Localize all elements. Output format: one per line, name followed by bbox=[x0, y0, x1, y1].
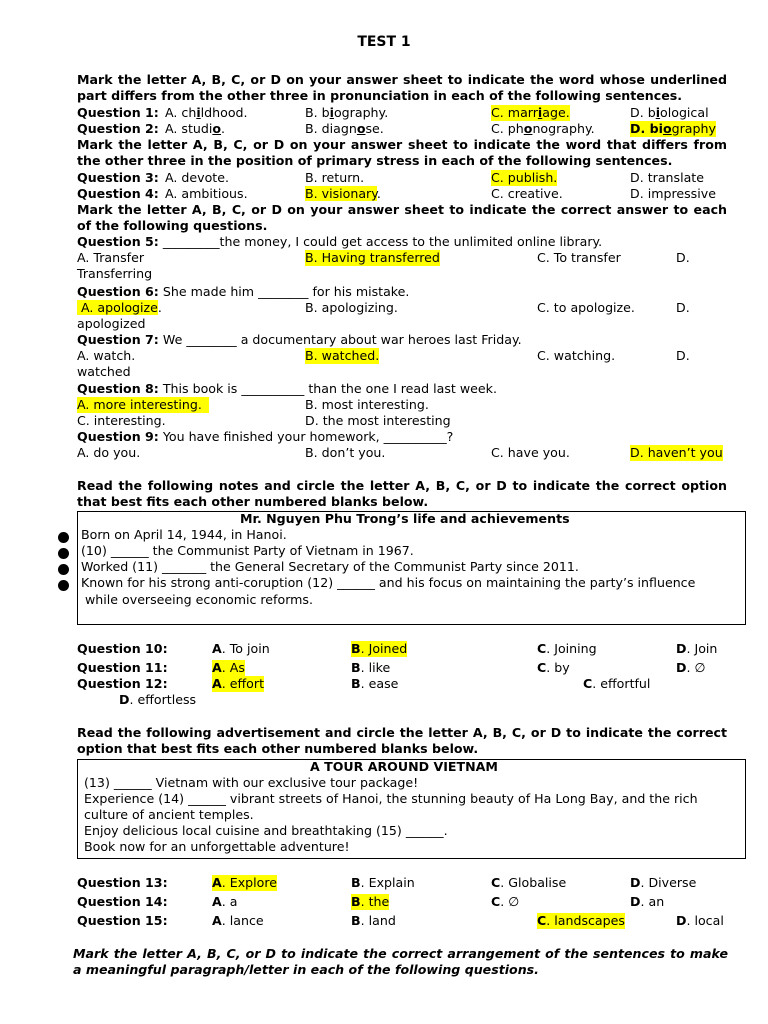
notes-box-title: Mr. Nguyen Phu Trong’s life and achievements bbox=[240, 511, 570, 526]
question-1 bbox=[77, 105, 159, 121]
q9-option-d-highlighted[interactable]: D. haven’t you bbox=[630, 445, 723, 460]
question-label: Question 1: bbox=[77, 105, 159, 120]
advertisement-line: Enjoy delicious local cuisine and breathtaking (15) ______. bbox=[84, 823, 448, 838]
question-10-label: Question 10: bbox=[77, 641, 168, 656]
notes-item-continuation: while overseeing economic reforms. bbox=[85, 592, 313, 607]
q10-option-c[interactable]: C. Joining bbox=[537, 641, 597, 656]
question-6-stem: Question 6: She made him ________ for his mistake. bbox=[77, 284, 410, 299]
q2-option-d-highlighted[interactable]: D. biography bbox=[630, 121, 716, 136]
section3-instruction: Mark the letter A, B, C, or D on your answer sheet to indicate the correct answer to each of the following questions. bbox=[77, 202, 727, 233]
q6-option-d-text: apologized bbox=[77, 316, 146, 331]
q1-option-b[interactable]: B. biography. bbox=[305, 105, 389, 120]
q12-option-a-highlighted[interactable]: A. effort bbox=[212, 676, 265, 691]
q3-option-c-highlighted[interactable]: C. publish. bbox=[491, 170, 558, 185]
q15-option-d[interactable]: D. local bbox=[676, 913, 724, 928]
section4-instruction: Read the following notes and circle the letter A, B, C, or D to indicate the correct option that best fits each other numbered blanks below. bbox=[77, 478, 727, 509]
q8-option-c[interactable]: C. interesting. bbox=[77, 413, 166, 428]
q9-option-a[interactable]: A. do you. bbox=[77, 445, 141, 460]
q14-option-c[interactable]: C. ∅ bbox=[491, 894, 520, 909]
q3-option-d[interactable]: D. translate bbox=[630, 170, 704, 185]
q9-option-c[interactable]: C. have you. bbox=[491, 445, 570, 460]
q4-option-a[interactable]: A. ambitious. bbox=[165, 186, 248, 201]
notes-item: Worked (11) _______ the General Secretary of the Communist Party since 2011. bbox=[81, 559, 579, 574]
q5-option-d-text: Transferring bbox=[77, 266, 153, 281]
q7-option-d[interactable]: D. bbox=[676, 348, 690, 363]
q12-option-b[interactable]: B. ease bbox=[351, 676, 399, 691]
bullet-icon bbox=[58, 548, 69, 559]
question-13-label: Question 13: bbox=[77, 875, 168, 890]
q12-option-c[interactable]: C. effortful bbox=[583, 676, 651, 691]
advertisement-line: Book now for an unforgettable adventure! bbox=[84, 839, 350, 854]
q13-option-b[interactable]: B. Explain bbox=[351, 875, 415, 890]
page-title: TEST 1 bbox=[357, 34, 411, 50]
question-5-stem: Question 5: _________the money, I could get access to the unlimited online library. bbox=[77, 234, 603, 249]
q15-option-a[interactable]: A. lance bbox=[212, 913, 264, 928]
notes-item: (10) ______ the Communist Party of Vietnam in 1967. bbox=[81, 543, 414, 558]
question-14-label: Question 14: bbox=[77, 894, 168, 909]
question-label: Question 4: bbox=[77, 186, 159, 201]
advertisement-line: (13) ______ Vietnam with our exclusive tour package! bbox=[84, 775, 419, 790]
q3-option-a[interactable]: A. devote. bbox=[165, 170, 229, 185]
bullet-icon bbox=[58, 564, 69, 575]
question-8-stem: Question 8: This book is __________ than the one I read last week. bbox=[77, 381, 497, 396]
q10-option-a[interactable]: A. To join bbox=[212, 641, 270, 656]
q14-option-d[interactable]: D. an bbox=[630, 894, 665, 909]
question-label: Question 3: bbox=[77, 170, 159, 185]
question-3 bbox=[77, 170, 159, 186]
q8-option-b[interactable]: B. most interesting. bbox=[305, 397, 429, 412]
q13-option-c[interactable]: C. Globalise bbox=[491, 875, 567, 890]
q6-option-c[interactable]: C. to apologize. bbox=[537, 300, 635, 315]
q11-option-a-highlighted[interactable]: A. As bbox=[212, 660, 245, 675]
q9-option-b[interactable]: B. don’t you. bbox=[305, 445, 386, 460]
q11-option-c[interactable]: C. by bbox=[537, 660, 570, 675]
advertisement-title: A TOUR AROUND VIETNAM bbox=[310, 759, 498, 774]
q11-option-d[interactable]: D. ∅ bbox=[676, 660, 706, 675]
q5-option-d[interactable]: D. bbox=[676, 250, 690, 265]
q7-option-c[interactable]: C. watching. bbox=[537, 348, 616, 363]
q5-option-b-highlighted[interactable]: B. Having transferred bbox=[305, 250, 440, 265]
section1-instruction: Mark the letter A, B, C, or D on your answer sheet to indicate the word whose underlined part differs from the other three in pronunciation in each of the following sentences. bbox=[77, 72, 727, 103]
q15-option-c-highlighted[interactable]: C. landscapes bbox=[537, 913, 625, 928]
question-label: Question 2: bbox=[77, 121, 159, 136]
q6-option-b[interactable]: B. apologizing. bbox=[305, 300, 398, 315]
q13-option-a-highlighted[interactable]: A. Explore bbox=[212, 875, 278, 890]
q11-option-b[interactable]: B. like bbox=[351, 660, 391, 675]
question-2 bbox=[77, 121, 159, 137]
bullet-icon bbox=[58, 580, 69, 591]
advertisement-line: Experience (14) ______ vibrant streets of Hanoi, the stunning beauty of Ha Long Bay, and the rich bbox=[84, 791, 698, 806]
question-12-label: Question 12: bbox=[77, 676, 168, 691]
q8-option-d[interactable]: D. the most interesting bbox=[305, 413, 451, 428]
q1-option-c-highlighted[interactable]: C. marriage. bbox=[491, 105, 570, 120]
q3-option-b[interactable]: B. return. bbox=[305, 170, 365, 185]
question-4 bbox=[77, 186, 159, 202]
section2-instruction: Mark the letter A, B, C, or D on your answer sheet to indicate the word that differs from the other three in the position of primary stress in each of the following sentences. bbox=[77, 137, 727, 168]
q10-option-b-highlighted[interactable]: B. Joined bbox=[351, 641, 408, 656]
q5-option-c[interactable]: C. To transfer bbox=[537, 250, 621, 265]
question-7-stem: Question 7: We ________ a documentary about war heroes last Friday. bbox=[77, 332, 522, 347]
q2-option-a[interactable]: A. studio. bbox=[165, 121, 226, 136]
q2-option-c[interactable]: C. phonography. bbox=[491, 121, 595, 136]
q12-option-d[interactable]: D. effortless bbox=[119, 692, 197, 707]
question-9-stem: Question 9: You have finished your homework, __________? bbox=[77, 429, 454, 444]
q15-option-b[interactable]: B. land bbox=[351, 913, 396, 928]
advertisement-line: culture of ancient temples. bbox=[84, 807, 254, 822]
q2-option-b[interactable]: B. diagnose. bbox=[305, 121, 384, 136]
q10-option-d[interactable]: D. Join bbox=[676, 641, 718, 656]
question-11-label: Question 11: bbox=[77, 660, 168, 675]
q4-option-b-highlighted[interactable]: B. visionary. bbox=[305, 186, 381, 201]
q1-option-a[interactable]: A. childhood. bbox=[165, 105, 248, 120]
question-15-label: Question 15: bbox=[77, 913, 168, 928]
q4-option-c[interactable]: C. creative. bbox=[491, 186, 563, 201]
bullet-icon bbox=[58, 532, 69, 543]
q13-option-d[interactable]: D. Diverse bbox=[630, 875, 697, 890]
q5-option-a[interactable]: A. Transfer bbox=[77, 250, 145, 265]
q7-option-a[interactable]: A. watch. bbox=[77, 348, 136, 363]
q14-option-a[interactable]: A. a bbox=[212, 894, 238, 909]
q6-option-a-highlighted[interactable]: A. apologize. bbox=[77, 300, 162, 316]
notes-item: Known for his strong anti-coruption (12) ______ and his focus on maintaining the party’s influence bbox=[81, 575, 696, 590]
q1-option-d[interactable]: D. biological bbox=[630, 105, 709, 120]
q8-option-a-highlighted[interactable]: A. more interesting. bbox=[77, 397, 209, 413]
q14-option-b-highlighted[interactable]: B. the bbox=[351, 894, 390, 909]
q6-option-d[interactable]: D. bbox=[676, 300, 690, 315]
q7-option-b-highlighted[interactable]: B. watched. bbox=[305, 348, 380, 363]
q4-option-d[interactable]: D. impressive bbox=[630, 186, 716, 201]
notes-item: Born on April 14, 1944, in Hanoi. bbox=[81, 527, 287, 542]
q7-option-d-text: watched bbox=[77, 364, 131, 379]
section6-instruction: Mark the letter A, B, C, or D to indicate the correct arrangement of the sentences to make a meaningful paragraph/letter in each of the following questions. bbox=[73, 946, 728, 977]
section5-instruction: Read the following advertisement and circle the letter A, B, C, or D to indicate the correct option that best fits each other numbered blanks below. bbox=[77, 725, 727, 756]
